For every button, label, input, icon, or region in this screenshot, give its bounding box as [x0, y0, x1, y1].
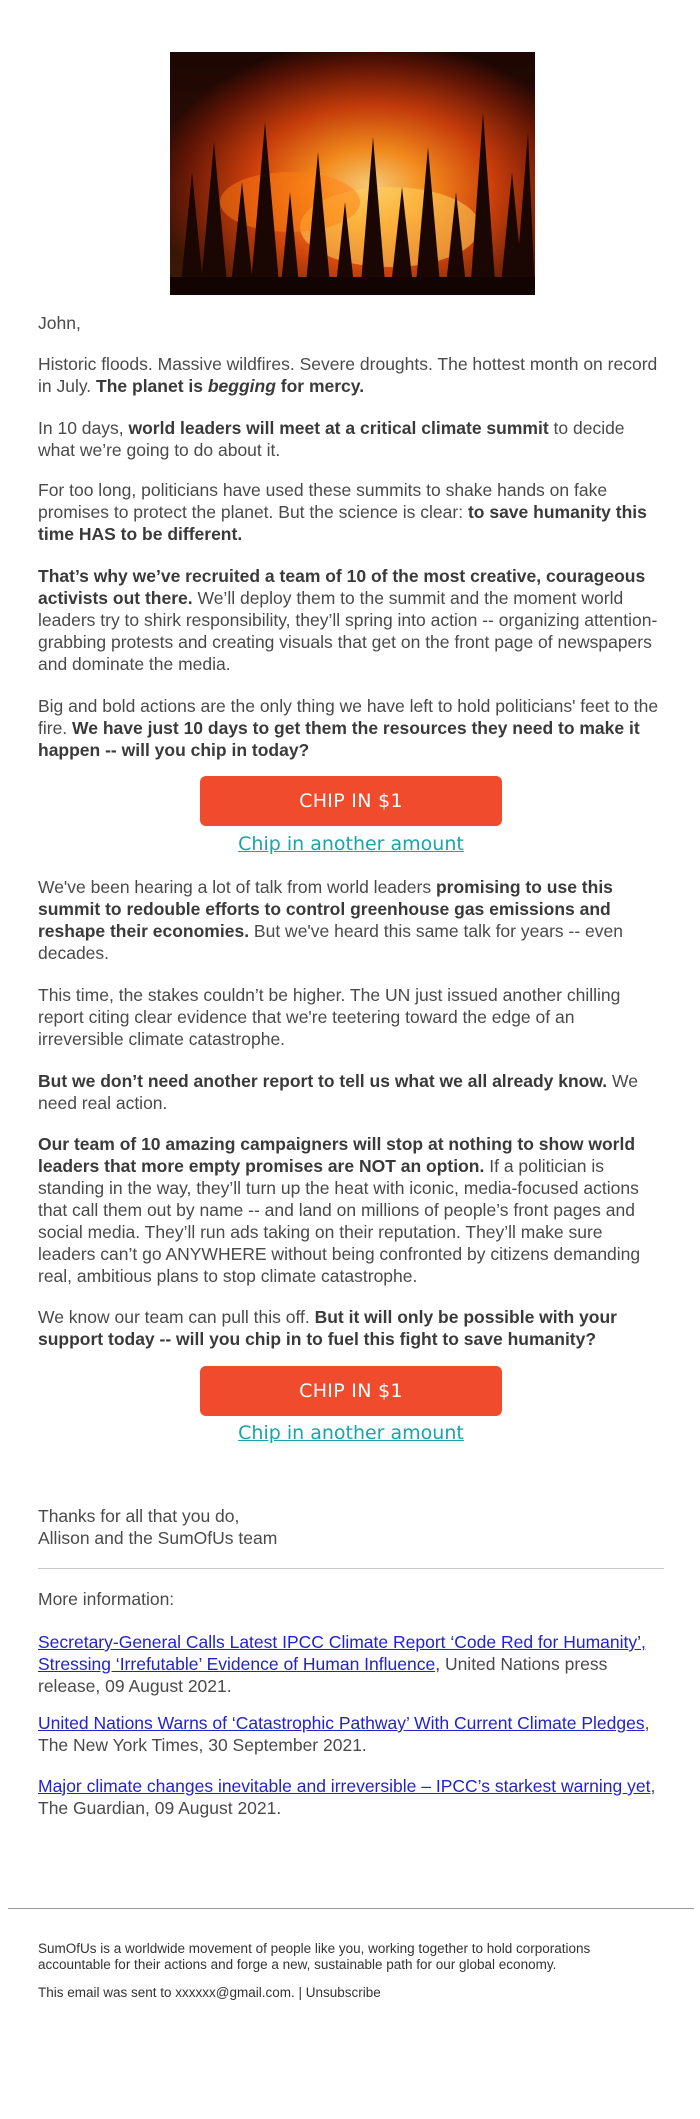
chip-in-button-2[interactable]: CHIP IN $1: [200, 1366, 502, 1416]
reference-1-link[interactable]: Secretary-General Calls Latest IPCC Climate Report ‘Code Red for Humanity’, Stressing ‘Irrefutable’ Evidence of Human Influence,: [38, 1632, 646, 1674]
greeting: John,: [38, 313, 81, 333]
paragraph-3: For too long, politicians have used these summits to shake hands on fake promises to protect the planet. But the science is clear: to save humanity this time HAS to be different.: [38, 480, 647, 544]
chip-in-another-amount-link-2[interactable]: Chip in another amount: [238, 1422, 464, 1444]
reference-3-link[interactable]: Major climate changes inevitable and irreversible – IPCC’s starkest warning yet: [38, 1776, 651, 1796]
paragraph-9: Our team of 10 amazing campaigners will stop at nothing to show world leaders that more empty promises are NOT an option. If a politician is standing in the way, they’ll turn up the heat with iconic, media-focused actions that call them out by name -- and land on millions of people’s front pages and social media. They’ll run ads taking on their reputation. They’ll make sure leaders can’t go ANYWHERE without being confronted by citizens demanding real, ambitious plans to stop climate catastrophe.: [38, 1134, 641, 1286]
footer-sent-line: This email was sent to xxxxxx@gmail.com. | Unsubscribe: [38, 1985, 381, 2000]
paragraph-10: We know our team can pull this off. But it will only be possible with your support today -- will you chip in to fuel this fight to save humanity?: [38, 1307, 617, 1349]
chip-in-another-amount-link[interactable]: Chip in another amount: [238, 833, 464, 855]
paragraph-7: This time, the stakes couldn’t be higher. The UN just issued another chilling report citing clear evidence that we're teetering toward the edge of an irreversible climate catastrophe.: [38, 985, 621, 1049]
more-info-heading: More information:: [38, 1589, 175, 1609]
paragraph-6: We've been hearing a lot of talk from world leaders promising to use this summit to redouble efforts to control greenhouse gas emissions and reshape their economies. But we've heard this same talk for years -- even decades.: [38, 877, 623, 963]
paragraph-4: That’s why we’ve recruited a team of 10 of the most creative, courageous activists out there. We’ll deploy them to the summit and the moment world leaders try to shirk responsibility, they’ll spring into action -- organizing attention-grabbing protests and creating visuals that get on the front page of newspapers and dominate the media.: [38, 566, 658, 674]
reference-3: Major climate changes inevitable and irreversible – IPCC’s starkest warning yet, The Guardian, 09 August 2021.: [38, 1776, 656, 1818]
paragraph-5: Big and bold actions are the only thing we have left to hold politicians' feet to the fire. We have just 10 days to get them the resources they need to make it happen -- will you chip in today?: [38, 696, 659, 760]
paragraph-1: Historic floods. Massive wildfires. Severe droughts. The hottest month on record in July. The planet is begging for mercy.: [38, 354, 658, 396]
reference-1: Secretary-General Calls Latest IPCC Climate Report ‘Code Red for Humanity’, Stressing ‘Irrefutable’ Evidence of Human Influence, United Nations press release, 09 August 2021.: [38, 1632, 646, 1696]
signoff: Thanks for all that you do, Allison and the SumOfUs team: [38, 1506, 278, 1548]
reference-2: United Nations Warns of ‘Catastrophic Pathway’ With Current Climate Pledges, The New York Times, 30 September 2021.: [38, 1713, 650, 1755]
paragraph-8: But we don’t need another report to tell us what we all already know. We need real action.: [38, 1071, 638, 1113]
chip-in-button[interactable]: CHIP IN $1: [200, 776, 502, 826]
divider: [38, 1568, 664, 1569]
footer-divider: [8, 1908, 694, 1909]
reference-2-link[interactable]: United Nations Warns of ‘Catastrophic Pathway’ With Current Climate Pledges: [38, 1713, 645, 1733]
paragraph-2: In 10 days, world leaders will meet at a critical climate summit to decide what we’re going to do about it.: [38, 418, 625, 460]
wildfire-hero-image: [170, 52, 535, 295]
footer-about: SumOfUs is a worldwide movement of people like you, working together to hold corporations accountable for their actions and forge a new, sustainable path for our global economy.: [38, 1941, 591, 1972]
unsubscribe-link[interactable]: Unsubscribe: [305, 1985, 381, 2000]
